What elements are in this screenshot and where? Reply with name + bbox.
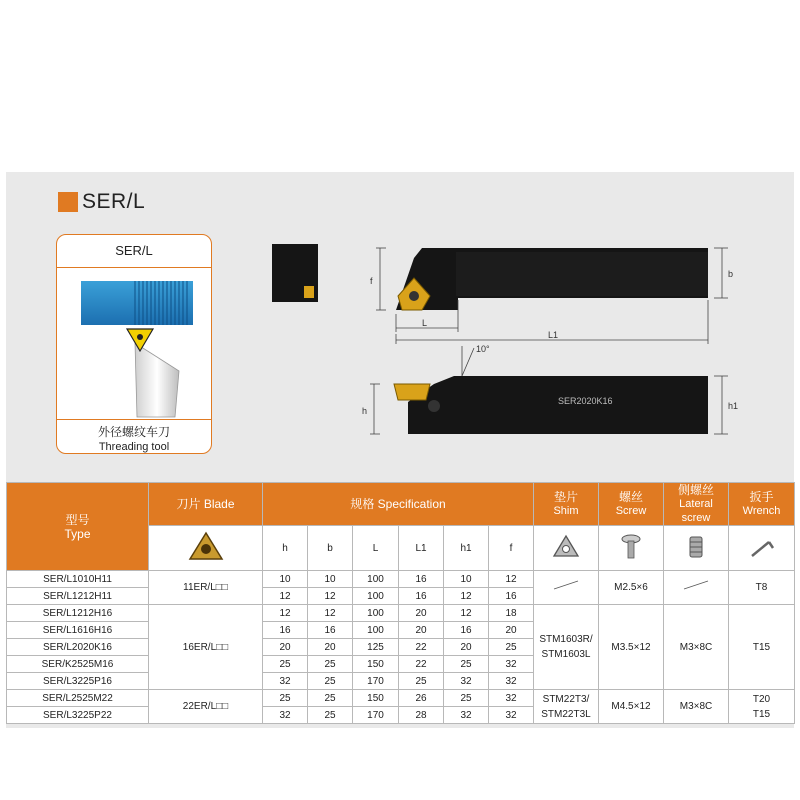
heading-title: SER/L (82, 190, 146, 213)
shim-group-3: STM22T3/ STM22T3L (534, 690, 599, 724)
spec-col-b: b (308, 526, 353, 571)
caption-english: Threading tool (98, 441, 170, 453)
spec-col-h1: h1 (444, 526, 489, 571)
dim-h1-label: h1 (728, 401, 739, 411)
dim-b-label: b (728, 269, 734, 279)
product-spec-panel (6, 172, 794, 728)
card-title: SER/L (57, 235, 211, 268)
lateral-none-1 (664, 571, 729, 605)
table-row: SER/L1010H11 11ER/L□□ 10 10 100 16 10 12 M2.5×6 T8 (7, 571, 795, 588)
header-wrench: 扳手 Wrench (729, 483, 795, 526)
threading-application-illustration (57, 267, 211, 419)
dim-L-label: L (422, 318, 428, 328)
heading-marker-square (58, 192, 78, 212)
shim-none-1 (534, 571, 599, 605)
table-row: SER/L1212H11 12 12 100 16 12 16 (7, 588, 795, 605)
screw-group-1: M2.5×6 (599, 571, 664, 605)
top-view (370, 248, 733, 344)
section-heading (58, 190, 145, 214)
spec-col-L: L (353, 526, 399, 571)
header-blade: 刀片 Blade (149, 483, 263, 526)
blade-group-1: 11ER/L□□ (149, 571, 263, 605)
wrench-image (729, 526, 795, 571)
angle-label: 10° (476, 344, 490, 354)
lateral-group-2: M3×8C (664, 605, 729, 690)
table-row: SER/L2020K16 20 20 125 22 20 25 (7, 639, 795, 656)
tool-shank (135, 343, 179, 417)
workpiece (81, 281, 193, 325)
header-screw: 螺丝 Screw (599, 483, 664, 526)
lateral-group-3: M3×8C (664, 690, 729, 724)
blade-insert-image (149, 526, 263, 571)
table-row: SER/L3225P22 32 25 170 28 32 32 (7, 707, 795, 724)
screw-group-2: M3.5×12 (599, 605, 664, 690)
screw-group-3: M4.5×12 (599, 690, 664, 724)
shim-image (534, 526, 599, 571)
shim-group-2: STM1603R/ STM1603L (534, 605, 599, 690)
lateral-screw-image (664, 526, 729, 571)
side-view (362, 344, 738, 434)
spec-col-f: f (489, 526, 534, 571)
blade-group-3: 22ER/L□□ (149, 690, 263, 724)
header-specification: 规格 Specification (263, 483, 534, 526)
spec-col-h: h (263, 526, 308, 571)
header-type: 型号 Type (7, 483, 149, 571)
dim-h-label: h (362, 406, 368, 416)
table-row: SER/L1616H16 16 16 100 20 16 20 (7, 622, 795, 639)
engraving-text: SER2020K16 (558, 396, 613, 406)
technical-drawing (262, 234, 782, 524)
wrench-group-3: T20 T15 (729, 690, 795, 724)
spec-col-L1: L1 (399, 526, 444, 571)
header-lateral-screw: 侧螺丝 Lateral screw (664, 483, 729, 526)
dim-L1-label: L1 (548, 330, 559, 340)
dim-f-label: f (370, 276, 373, 286)
caption-chinese: 外径螺纹车刀 (97, 425, 170, 439)
screw-image (599, 526, 664, 571)
blade-group-2: 16ER/L□□ (149, 605, 263, 690)
wrench-group-1: T8 (729, 571, 795, 605)
specification-table (6, 482, 795, 724)
table-row: SER/K2525M16 25 25 150 22 25 32 (7, 656, 795, 673)
table-row: SER/L2525M22 22ER/L□□ 25 25 150 26 25 32 STM22T3/ STM22T3L M4.5×12 M3×8C T20 T15 (7, 690, 795, 707)
application-card (56, 234, 212, 454)
table-row: SER/L3225P16 32 25 170 25 32 32 (7, 673, 795, 690)
wrench-group-2: T15 (729, 605, 795, 690)
card-caption (57, 419, 211, 454)
table-row: SER/L1212H16 16ER/L□□ 12 12 100 20 12 18 STM1603R/ STM1603L M3.5×12 M3×8C T15 (7, 605, 795, 622)
header-shim: 垫片 Shim (534, 483, 599, 526)
